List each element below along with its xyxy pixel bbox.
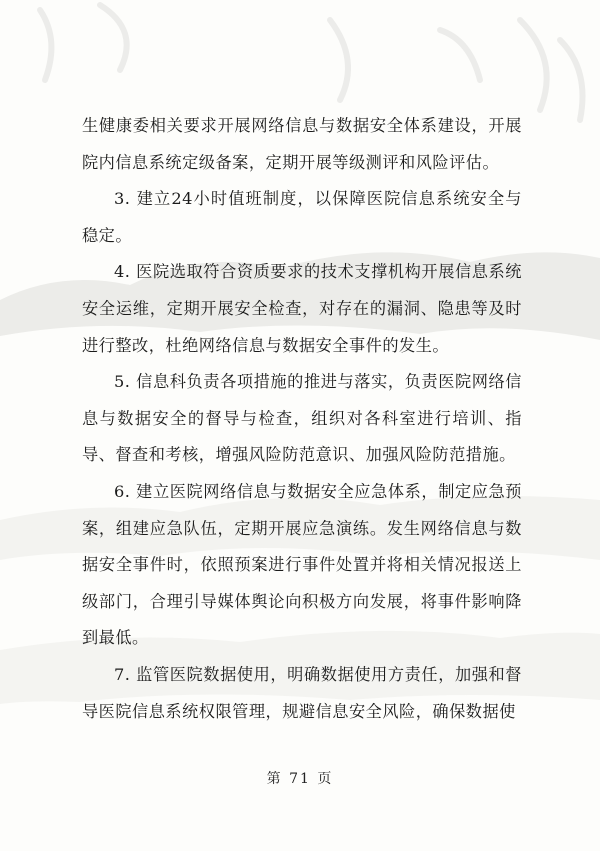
paragraph-4: 5. 信息科负责各项措施的推进与落实，负责医院网络信息与数据安全的督导与检查，组织对各科室进行培训、指导、督查和考核，增强风险防范意识、加强风险防范措施。 [82,372,522,465]
paragraph-3: 4. 医院选取符合资质要求的技术支撑机构开展信息系统安全运维，定期开展安全检查，对存在的漏洞、隐患等及时进行整改，杜绝网络信息与数据安全事件的发生。 [82,262,522,355]
paragraph-6: 7. 监管医院数据使用，明确数据使用方责任，加强和督导医院信息系统权限管理，规避信息安全风险，确保数据使 [82,664,522,721]
paragraph-5: 6. 建立医院网络信息与数据安全应急体系，制定应急预案，组建应急队伍，定期开展应急演练。发生网络信息与数据安全事件时，依照预案进行事件处置并将相关情况报送上级部门，合理引导媒体舆论向积极方向发展，将事件影响降到最低。 [82,481,522,648]
page-number: 第 71 页 [266,771,334,787]
paragraph-1: 生健康委相关要求开展网络信息与数据安全体系建设，开展院内信息系统定级备案，定期开展等级测评和风险评估。 [82,116,522,172]
document-body [82,108,522,730]
paragraph-2: 3. 建立24小时值班制度，以保障医院信息系统安全与稳定。 [82,189,522,245]
